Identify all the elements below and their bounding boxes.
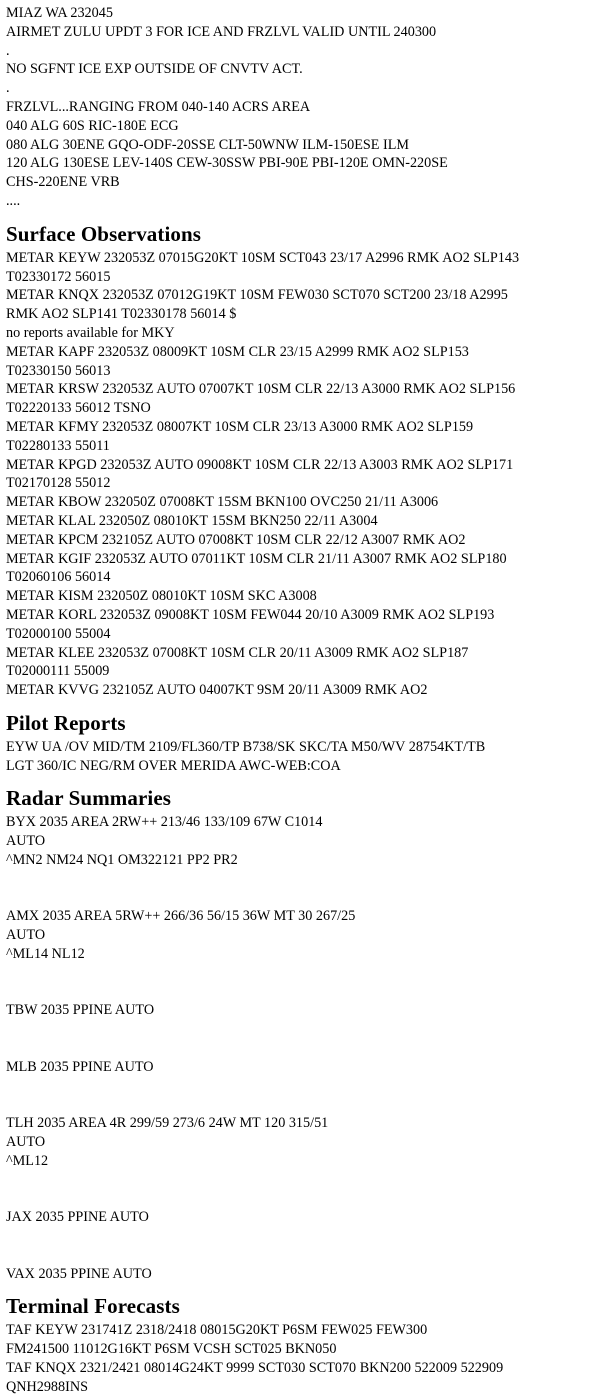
spacer bbox=[6, 1077, 600, 1115]
metar-line: T02220133 56012 TSNO bbox=[6, 400, 151, 417]
airmet-line: 120 ALG 130ESE LEV-140S CEW-30SSW PBI-90E PBI-120E OMN-220SE bbox=[6, 155, 448, 172]
metar-line: METAR KISM 232050Z 08010KT 10SM SKC A3008 bbox=[6, 588, 317, 605]
radar-entry-byx bbox=[6, 813, 600, 869]
radar-line: JAX 2035 PPINE AUTO bbox=[6, 1209, 149, 1226]
radar-entry-jax bbox=[6, 1208, 600, 1227]
spacer bbox=[6, 1020, 600, 1058]
radar-line: ^ML14 NL12 bbox=[6, 946, 85, 963]
metar-line: T02060106 56014 bbox=[6, 569, 111, 586]
metar-line: METAR KEYW 232053Z 07015G20KT 10SM SCT043 23/17 A2996 RMK AO2 SLP143 bbox=[6, 249, 520, 266]
metar-line: T02000100 55004 bbox=[6, 625, 111, 642]
airmet-line: 080 ALG 30ENE GQO-ODF-20SSE CLT-50WNW ILM-150ESE ILM bbox=[6, 136, 410, 153]
airmet-line: CHS-220ENE VRB bbox=[6, 174, 120, 191]
radar-entry-amx bbox=[6, 907, 600, 963]
spacer bbox=[6, 870, 600, 908]
surface-observations-section bbox=[6, 223, 600, 700]
metar-line: METAR KBOW 232050Z 07008KT 15SM BKN100 OVC250 21/11 A3006 bbox=[6, 494, 439, 511]
section-heading-radar-summaries: Radar Summaries bbox=[6, 786, 172, 811]
airmet-line: FRZLVL...RANGING FROM 040-140 ACRS AREA bbox=[6, 98, 311, 115]
radar-entry-vax bbox=[6, 1265, 600, 1284]
radar-line: ^MN2 NM24 NQ1 OM322121 PP2 PR2 bbox=[6, 852, 238, 869]
metar-line: no reports available for MKY bbox=[6, 324, 175, 341]
radar-line: TBW 2035 PPINE AUTO bbox=[6, 1002, 155, 1019]
taf-line: TAF KNQX 2321/2421 08014G24KT 9999 SCT030 SCT070 BKN200 522009 522909 bbox=[6, 1360, 504, 1376]
metar-line: T02330150 56013 bbox=[6, 362, 111, 379]
airmet-line: MIAZ WA 232045 bbox=[6, 5, 113, 21]
metar-line: T02000111 55009 bbox=[6, 663, 110, 680]
airmet-line: NO SGFNT ICE EXP OUTSIDE OF CNVTV ACT. bbox=[6, 61, 303, 78]
metar-line: METAR KGIF 232053Z AUTO 07011KT 10SM CLR 21/11 A3007 RMK AO2 SLP180 bbox=[6, 550, 507, 567]
metar-line: METAR KVVG 232105Z AUTO 04007KT 9SM 20/11 A3009 RMK AO2 bbox=[6, 682, 428, 699]
airmet-line: 040 ALG 60S RIC-180E ECG bbox=[6, 117, 179, 134]
pirep-line: LGT 360/IC NEG/RM OVER MERIDA AWC-WEB:COA bbox=[6, 757, 341, 774]
airmet-line: AIRMET ZULU UPDT 3 FOR ICE AND FRZLVL VALID UNTIL 240300 bbox=[6, 23, 437, 40]
radar-line: VAX 2035 PPINE AUTO bbox=[6, 1265, 152, 1282]
airmet-line: .... bbox=[6, 192, 21, 209]
section-heading-pilot-reports: Pilot Reports bbox=[6, 710, 126, 735]
metar-line: METAR KORL 232053Z 09008KT 10SM FEW044 20/10 A3009 RMK AO2 SLP193 bbox=[6, 606, 495, 623]
section-heading-surface-observations: Surface Observations bbox=[6, 221, 202, 246]
radar-line: AUTO bbox=[6, 927, 46, 944]
metar-line: METAR KFMY 232053Z 08007KT 10SM CLR 23/13 A3000 RMK AO2 SLP159 bbox=[6, 418, 474, 435]
metar-line: T02170128 55012 bbox=[6, 475, 111, 492]
metar-line: METAR KLAL 232050Z 08010KT 15SM BKN250 22/11 A3004 bbox=[6, 512, 378, 529]
taf-line: FM241500 11012G16KT P6SM VCSH SCT025 BKN050 bbox=[6, 1341, 337, 1358]
radar-line: AMX 2035 AREA 5RW++ 266/36 56/15 36W MT 30 267/25 bbox=[6, 908, 356, 925]
airmet-line: . bbox=[6, 80, 10, 97]
radar-line: AUTO bbox=[6, 833, 46, 850]
metar-line: METAR KRSW 232053Z AUTO 07007KT 10SM CLR 22/13 A3000 RMK AO2 SLP156 bbox=[6, 381, 516, 398]
radar-line: TLH 2035 AREA 4R 299/59 273/6 24W MT 120 315/51 bbox=[6, 1115, 329, 1132]
metar-line: T02280133 55011 bbox=[6, 437, 110, 454]
radar-line: MLB 2035 PPINE AUTO bbox=[6, 1058, 154, 1075]
radar-entry-tlh bbox=[6, 1114, 600, 1170]
metar-line: METAR KPGD 232053Z AUTO 09008KT 10SM CLR 22/13 A3003 RMK AO2 SLP171 bbox=[6, 456, 514, 473]
radar-line: AUTO bbox=[6, 1134, 46, 1151]
radar-line: BYX 2035 AREA 2RW++ 213/46 133/109 67W C1014 bbox=[6, 814, 323, 831]
airmet-line: . bbox=[6, 42, 10, 59]
pilot-reports-section bbox=[6, 712, 600, 776]
terminal-forecasts-section bbox=[6, 1295, 600, 1396]
metar-line: T02330172 56015 bbox=[6, 268, 111, 285]
radar-summaries-section bbox=[6, 787, 600, 1283]
section-heading-terminal-forecasts: Terminal Forecasts bbox=[6, 1294, 180, 1319]
spacer bbox=[6, 1227, 600, 1265]
radar-line: ^ML12 bbox=[6, 1152, 49, 1169]
metar-line: METAR KLEE 232053Z 07008KT 10SM CLR 20/11 A3009 RMK AO2 SLP187 bbox=[6, 644, 469, 661]
pirep-line: EYW UA /OV MID/TM 2109/FL360/TP B738/SK SKC/TA M50/WV 28754KT/TB bbox=[6, 738, 486, 755]
metar-line: RMK AO2 SLP141 T02330178 56014 $ bbox=[6, 306, 237, 323]
spacer bbox=[6, 964, 600, 1002]
radar-entry-mlb bbox=[6, 1058, 600, 1077]
metar-line: METAR KNQX 232053Z 07012G19KT 10SM FEW030 SCT070 SCT200 23/18 A2995 bbox=[6, 287, 508, 304]
airmet-section bbox=[6, 4, 600, 211]
metar-line: METAR KPCM 232105Z AUTO 07008KT 10SM CLR 22/12 A3007 RMK AO2 bbox=[6, 531, 466, 548]
spacer bbox=[6, 1171, 600, 1209]
taf-line: QNH2988INS bbox=[6, 1378, 88, 1395]
taf-line: TAF KEYW 231741Z 2318/2418 08015G20KT P6SM FEW025 FEW300 bbox=[6, 1322, 428, 1339]
radar-entry-tbw bbox=[6, 1001, 600, 1020]
metar-line: METAR KAPF 232053Z 08009KT 10SM CLR 23/15 A2999 RMK AO2 SLP153 bbox=[6, 343, 469, 360]
